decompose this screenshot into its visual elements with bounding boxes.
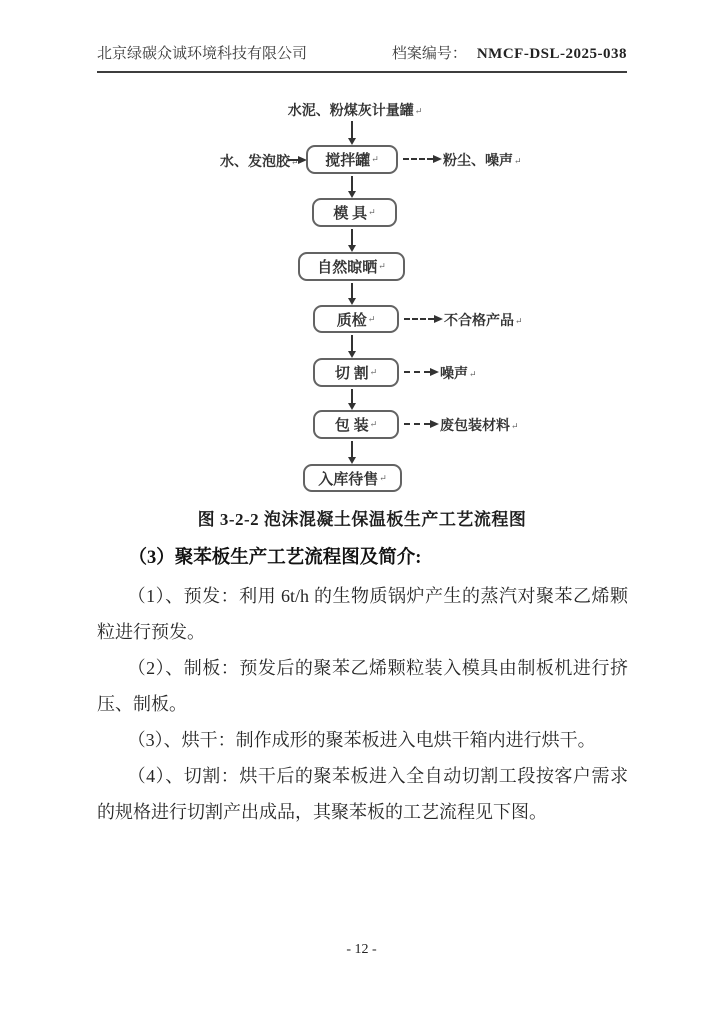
archive-number-value: NMCF-DSL-2025-038 [476, 46, 627, 62]
paragraph-drying: （3）、烘干：制作成形的聚苯板进入电烘干箱内进行烘干。 [127, 730, 596, 750]
figure-caption: 图 3-2-2 泡沫混凝土保温板生产工艺流程图 [197, 510, 527, 529]
flowchart-box-natural-drying: 自然晾晒 ↵ [298, 252, 405, 281]
archive-number [392, 42, 627, 63]
page-number: - 12 - [346, 942, 377, 957]
down-arrow [351, 441, 353, 457]
paragraph-mark: ↵ [291, 157, 299, 167]
paragraph-mark: ↵ [371, 154, 379, 164]
paragraph-mark: ↵ [514, 156, 522, 166]
flowchart-output-label-waste-packaging: 废包装材料↵ [440, 419, 519, 434]
paragraph-mark: ↵ [469, 369, 477, 379]
dashed-output-arrow [403, 158, 433, 160]
dashed-output-arrow [404, 371, 430, 373]
flowchart-input-label: 水、发泡胶↵ [220, 155, 299, 170]
paragraph-mark: ↵ [367, 313, 376, 324]
paragraph-mark: ↵ [368, 207, 376, 217]
paragraph-cutting: （4）、切割：烘干后的聚苯板进入全自动切割工段按客户需求的规格进行切割产出成品，其聚苯板的工艺流程见下图。 [97, 766, 628, 822]
paragraph-prefoaming: （1）、预发：利用 6t/h 的生物质锅炉产生的蒸汽对聚苯乙烯颗粒进行预发。 [97, 586, 628, 642]
input-arrow [288, 159, 298, 161]
down-arrow [351, 176, 353, 191]
flowchart-box-quality-check: 质检 ↵ [313, 305, 399, 333]
paragraph-mark: ↵ [369, 419, 378, 429]
flowchart-output-label-rejects: 不合格产品↵ [444, 314, 523, 329]
down-arrow [351, 335, 353, 351]
paragraph-mark: ↵ [511, 421, 519, 431]
down-arrow [351, 229, 353, 245]
flowchart-top-label: 水泥、粉煤灰计量罐↵ [287, 104, 423, 119]
flowchart-box-storage: 入库待售 ↵ [303, 464, 402, 492]
dashed-output-arrow [404, 318, 434, 320]
flowchart-box-mixing-tank: 搅拌罐 ↵ [306, 145, 398, 174]
flowchart-box-packaging: 包 装 ↵ [313, 410, 399, 439]
down-arrow [351, 283, 353, 298]
paragraph-board-forming: （2）、制板：预发后的聚苯乙烯颗粒装入模具由制板机进行挤压、制板。 [97, 658, 628, 714]
down-arrow [351, 121, 353, 138]
paragraph-mark: ↵ [378, 261, 386, 271]
page-header [97, 42, 627, 73]
dashed-output-arrow [404, 423, 430, 425]
flowchart-box-mold: 模 具 ↵ [312, 198, 397, 227]
down-arrow [351, 389, 353, 403]
archive-number-label: 档案编号： [391, 46, 467, 62]
flowchart-output-label-noise: 噪声↵ [440, 367, 477, 382]
body-text [97, 540, 628, 830]
paragraph-mark: ↵ [414, 106, 423, 116]
flowchart-output-label-dust-noise: 粉尘、噪声↵ [443, 154, 522, 169]
paragraph-mark: ↵ [379, 472, 387, 483]
paragraph-mark: ↵ [515, 316, 523, 326]
paragraph-mark: ↵ [369, 367, 378, 377]
section-heading: （3）聚苯板生产工艺流程图及简介: [128, 548, 422, 568]
company-name: 北京绿碳众诚环境科技有限公司 [97, 46, 308, 62]
flowchart-box-cutting: 切 割 ↵ [313, 358, 399, 387]
